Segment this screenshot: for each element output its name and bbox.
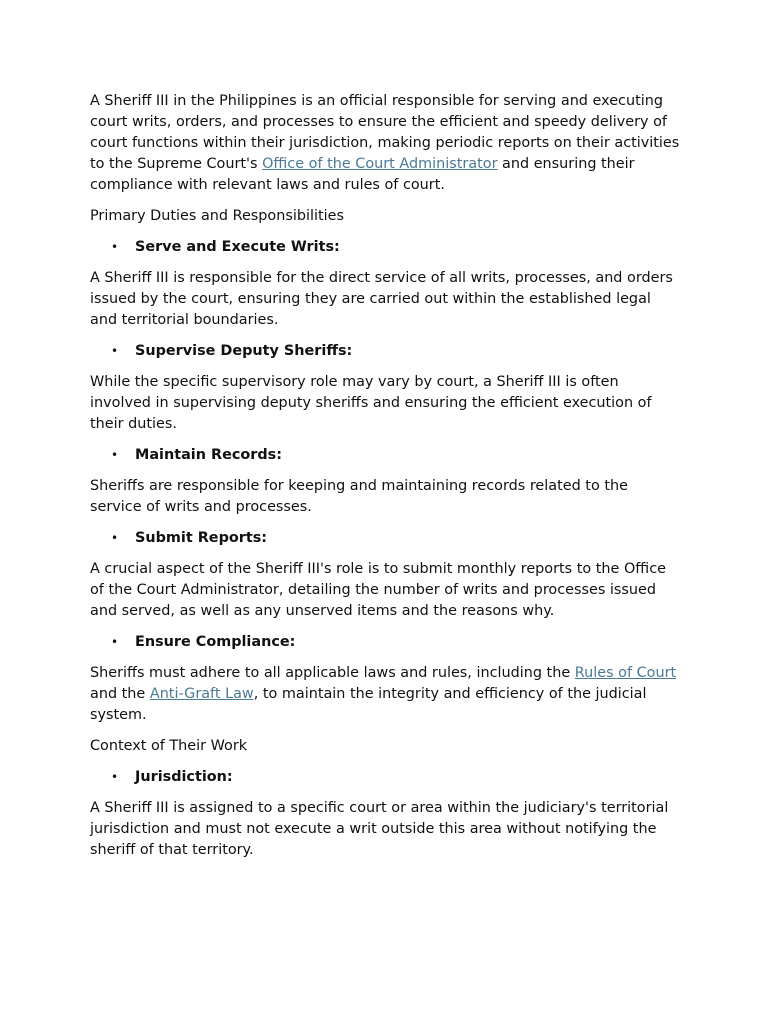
bullet-icon: • <box>111 531 119 545</box>
duty-title: Serve and Execute Writs: <box>135 239 340 255</box>
duty-title: Ensure Compliance: <box>135 634 296 650</box>
duty-description: A crucial aspect of the Sheriff III's role is to submit monthly reports to the Office of the Court Administrator, detailing the number of writs and processes issued and served, as well as any unserved items and the reasons why. <box>90 561 666 619</box>
duty-bullet-1 <box>90 237 682 258</box>
duty-description: Sheriffs must adhere to all applicable laws and rules, including the Rules of Court and the Anti-Graft Law, to maintain the integrity and efficiency of the judicial system. <box>90 665 677 723</box>
office-of-court-administrator-link[interactable]: Office of the Court Administrator <box>262 156 498 172</box>
duty-bullet-2 <box>90 341 682 362</box>
intro-paragraph <box>90 91 682 196</box>
duty-description: While the specific supervisory role may vary by court, a Sheriff III is often involved in supervising deputy sheriffs and ensuring the efficient execution of their duties. <box>90 374 652 432</box>
section-heading-context: Context of Their Work <box>90 738 248 754</box>
bullet-icon: • <box>111 240 119 254</box>
duty-title: Maintain Records: <box>135 447 282 463</box>
document-body <box>90 91 682 871</box>
section-heading-duties: Primary Duties and Responsibilities <box>90 208 344 224</box>
context-bullet-1 <box>90 767 682 788</box>
bullet-icon: • <box>111 635 119 649</box>
duty-bullet-4 <box>90 528 682 549</box>
intro-text-1: A Sheriff III in the Philippines is an official responsible for serving and executing court writs, orders, and processes to ensure the efficient and speedy delivery of court functions within their jurisdiction, making periodic reports on their activities to the Supreme Court's <box>90 93 680 172</box>
duty-description: A Sheriff III is responsible for the direct service of all writs, processes, and orders issued by the court, ensuring they are carried out within the established legal and territorial boundaries. <box>90 270 673 328</box>
context-description: A Sheriff III is assigned to a specific court or area within the judiciary's territorial jurisdiction and must not execute a writ outside this area without notifying the sheriff of that territory. <box>90 800 669 858</box>
duty-description: Sheriffs are responsible for keeping and maintaining records related to the service of writs and processes. <box>90 478 628 515</box>
bullet-icon: • <box>111 770 119 784</box>
duty-bullet-5 <box>90 632 682 653</box>
duty-title: Submit Reports: <box>135 530 268 546</box>
intro-text-2: and ensuring their compliance with relevant laws and rules of court. <box>90 156 635 193</box>
anti-graft-law-link[interactable]: Anti-Graft Law <box>149 686 254 702</box>
duty-title: Supervise Deputy Sheriffs: <box>135 343 353 359</box>
duty-bullet-3 <box>90 445 682 466</box>
rules-of-court-link[interactable]: Rules of Court <box>574 665 677 681</box>
context-title: Jurisdiction: <box>135 769 233 785</box>
bullet-icon: • <box>111 448 119 462</box>
bullet-icon: • <box>111 344 119 358</box>
